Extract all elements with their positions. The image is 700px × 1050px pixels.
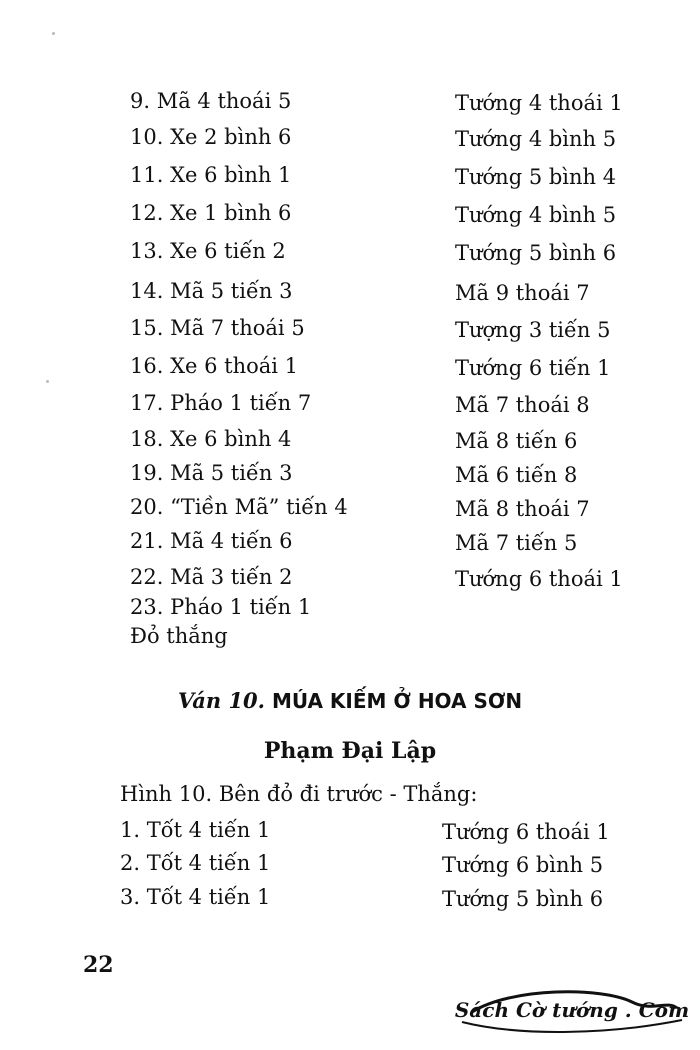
- red-move: 1. Tốt 4 tiến 1: [120, 818, 271, 842]
- red-move: 16. Xe 6 thoái 1: [130, 354, 299, 378]
- red-move: 19. Mã 5 tiến 3: [130, 461, 293, 485]
- red-move: 9. Mã 4 thoái 5: [130, 89, 292, 113]
- black-move: Tướng 6 tiến 1: [455, 356, 611, 380]
- red-move: 14. Mã 5 tiến 3: [130, 279, 293, 303]
- red-move: 23. Pháo 1 tiến 1: [130, 595, 312, 619]
- figure-description: Hình 10. Bên đỏ đi trước - Thắng:: [120, 782, 478, 806]
- black-move: Tướng 4 bình 5: [455, 203, 617, 227]
- watermark-text: Sách Cờ tướng . Com: [454, 998, 690, 1022]
- black-move: Tướng 4 bình 5: [455, 127, 617, 151]
- game-heading: [0, 688, 700, 713]
- author-name: Phạm Đại Lập: [263, 738, 437, 764]
- margin-speck: [52, 32, 55, 35]
- black-move: Tướng 6 thoái 1: [442, 820, 610, 844]
- black-move: Mã 6 tiến 8: [455, 463, 578, 487]
- red-move: 2. Tốt 4 tiến 1: [120, 851, 271, 875]
- watermark-logo: [452, 982, 692, 1038]
- red-move: 15. Mã 7 thoái 5: [130, 316, 305, 340]
- red-move: 3. Tốt 4 tiến 1: [120, 885, 271, 909]
- black-move: Mã 8 tiến 6: [455, 429, 578, 453]
- margin-speck: [46, 380, 49, 383]
- red-move: 17. Pháo 1 tiến 7: [130, 391, 312, 415]
- game-title: MÚA KIẾM Ở HOA SƠN: [271, 689, 523, 713]
- red-move: 21. Mã 4 tiến 6: [130, 529, 293, 553]
- red-move: 13. Xe 6 tiến 2: [130, 239, 286, 263]
- black-move: Mã 7 thoái 8: [455, 393, 590, 417]
- black-move: Tướng 5 bình 6: [455, 241, 617, 265]
- black-move: Mã 7 tiến 5: [455, 531, 578, 555]
- black-move: Tướng 5 bình 4: [455, 165, 617, 189]
- red-move: 12. Xe 1 bình 6: [130, 201, 292, 225]
- red-move: 10. Xe 2 bình 6: [130, 125, 292, 149]
- black-move: Mã 9 thoái 7: [455, 281, 590, 305]
- black-move: Tướng 6 bình 5: [442, 853, 604, 877]
- red-move: 20. “Tiền Mã” tiến 4: [130, 495, 348, 519]
- red-move: 18. Xe 6 bình 4: [130, 427, 292, 451]
- game-result: Đỏ thắng: [130, 624, 228, 648]
- black-move: Tướng 4 thoái 1: [455, 91, 623, 115]
- game-number: Ván 10.: [177, 688, 265, 713]
- red-move: 11. Xe 6 bình 1: [130, 163, 292, 187]
- page-number: 22: [83, 952, 114, 978]
- black-move: Tướng 5 bình 6: [442, 887, 604, 911]
- red-move: 22. Mã 3 tiến 2: [130, 565, 293, 589]
- black-move: Tướng 6 thoái 1: [455, 567, 623, 591]
- black-move: Tượng 3 tiến 5: [455, 318, 611, 342]
- black-move: Mã 8 thoái 7: [455, 497, 590, 521]
